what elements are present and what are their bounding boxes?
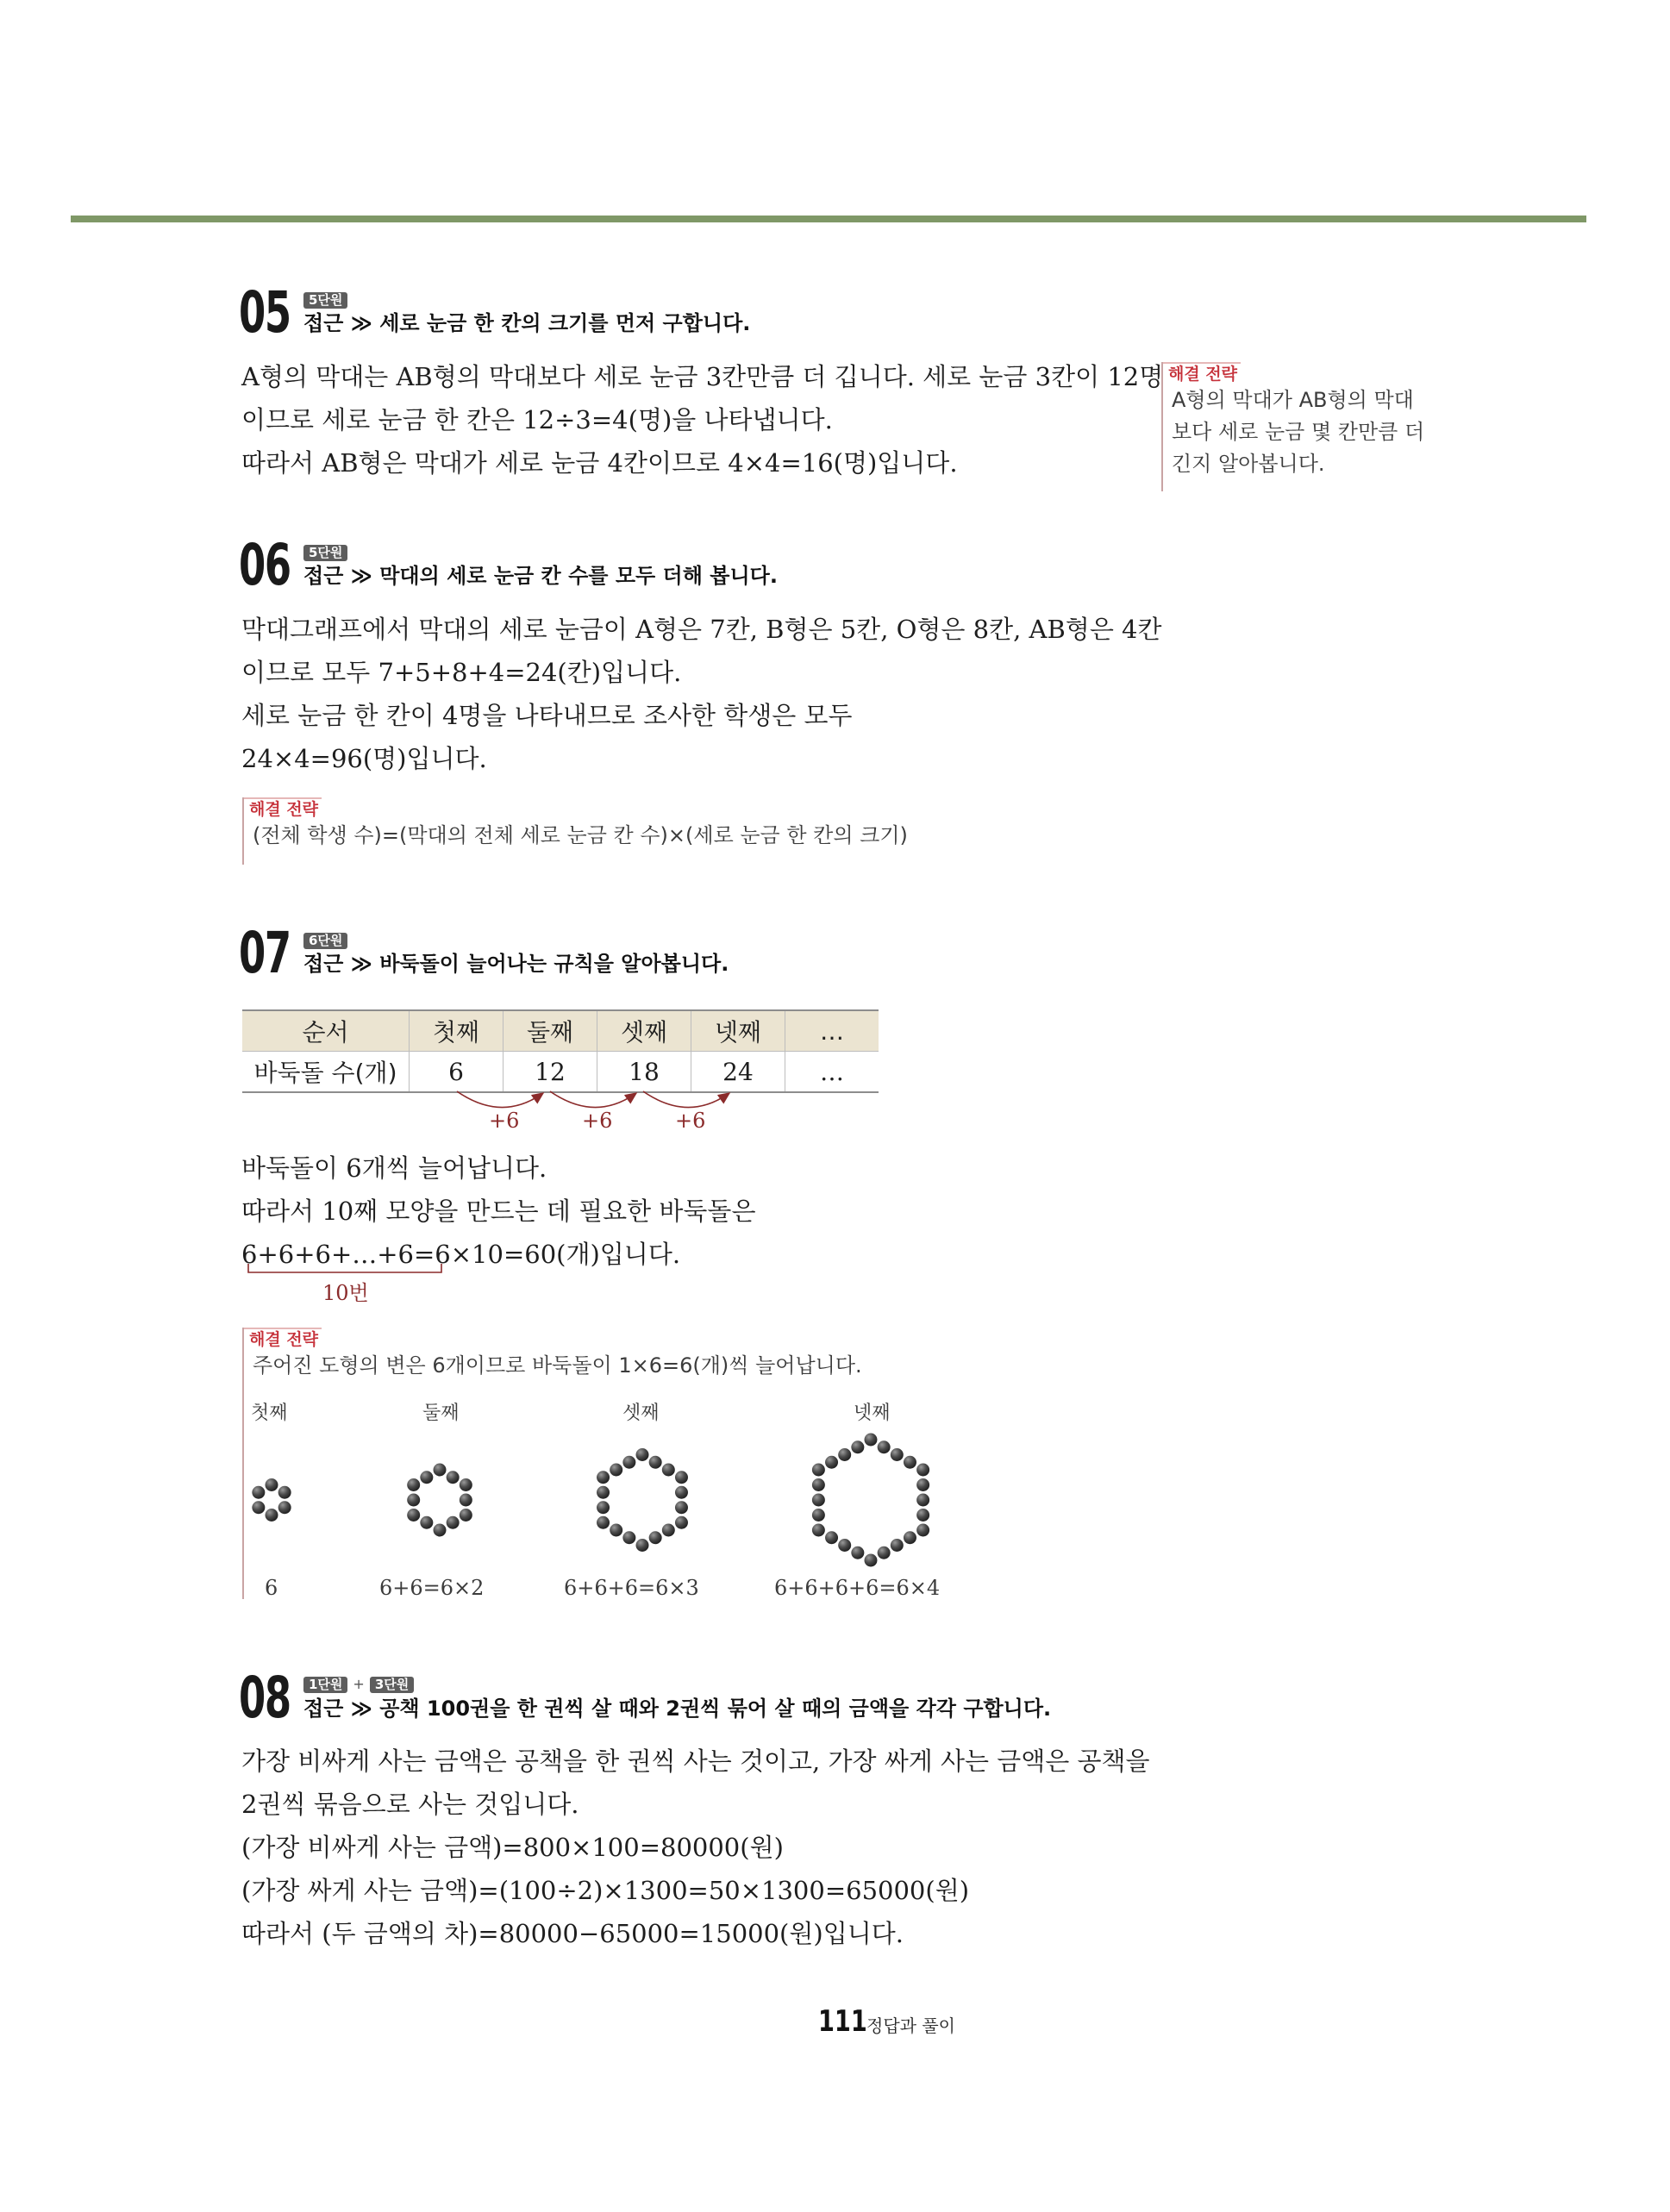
stone [636, 1448, 649, 1461]
stone-hexagon-4 [812, 1434, 929, 1567]
unit-badge [303, 544, 347, 561]
stone [278, 1486, 291, 1499]
figure-caption: 6+6=6×2 [379, 1576, 485, 1600]
increment-label: +6 [675, 1109, 706, 1133]
figure-label: 둘째 [422, 1403, 460, 1424]
question-number-08: 08 [239, 1665, 291, 1731]
answer-line: 따라서 10째 모양을 만드는 데 필요한 바둑돌은 [241, 1197, 756, 1226]
question-number-06: 06 [239, 532, 291, 598]
table-header-row [242, 1011, 879, 1052]
answer-line: 세로 눈금 한 칸이 4명을 나타내므로 조사한 학생은 모두 [241, 701, 853, 730]
figure-caption: 6+6+6=6×3 [564, 1576, 699, 1600]
stone [252, 1501, 265, 1514]
answer-line: 따라서 AB형은 막대가 세로 눈금 4칸이므로 4×4=16(명)입니다. [241, 448, 958, 478]
strategy-box-06 [242, 797, 1106, 865]
stone [916, 1509, 929, 1522]
stone [851, 1547, 864, 1559]
strategy-tag: 해결 전략 [1163, 362, 1241, 384]
stone [649, 1531, 662, 1544]
increment-label: +6 [582, 1109, 613, 1133]
strategy-text: (전체 학생 수)=(막대의 전체 세로 눈금 칸 수)×(세로 눈금 한 칸의 크기) [253, 823, 908, 847]
stone [812, 1524, 825, 1537]
answer-line: 가장 비싸게 사는 금액은 공책을 한 권씩 사는 것이고, 가장 싸게 사는 금액은 공책을 [241, 1746, 1150, 1776]
stone [610, 1524, 622, 1537]
figure-caption: 6 [265, 1576, 278, 1600]
stone [407, 1494, 420, 1507]
answer-line: 6+6+6+…+6=6×10=60(개)입니다. [241, 1240, 681, 1269]
strategy-line: A형의 막대가 AB형의 막대 [1172, 388, 1414, 412]
stone [266, 1478, 278, 1491]
stone [916, 1478, 929, 1491]
stone [891, 1539, 904, 1552]
stone [851, 1440, 864, 1453]
stone [407, 1478, 420, 1491]
unit-badge-label: 6단원 [303, 933, 347, 949]
sequence-table-grid [242, 1011, 879, 1091]
increment-arrow [457, 1091, 543, 1108]
stone [904, 1456, 916, 1469]
stone [812, 1509, 825, 1522]
figure-label: 첫째 [251, 1403, 288, 1424]
top-rule [71, 216, 1586, 222]
table-row [242, 1052, 879, 1092]
table-header-cell: 순서 [242, 1011, 410, 1052]
stone [597, 1486, 610, 1499]
unit-badge-label: 5단원 [303, 292, 347, 309]
stone [460, 1478, 472, 1491]
stone [266, 1509, 278, 1522]
stone [447, 1516, 460, 1529]
stone [597, 1471, 610, 1484]
table-header-cell: 둘째 [504, 1011, 597, 1052]
stone [812, 1478, 825, 1491]
table-header-cell: … [785, 1011, 879, 1052]
stone [891, 1448, 904, 1461]
answer-line: 2권씩 묶음으로 사는 것입니다. [241, 1790, 579, 1819]
stone [252, 1486, 265, 1499]
stone [675, 1486, 688, 1499]
strategy-tag: 해결 전략 [244, 1328, 322, 1350]
stone [420, 1471, 433, 1484]
strategy-line: 보다 세로 눈금 몇 칸만큼 더 [1172, 420, 1425, 444]
stone [865, 1554, 878, 1567]
stone [622, 1531, 635, 1544]
stone [812, 1494, 825, 1507]
table-header-cell: 셋째 [597, 1011, 691, 1052]
figure-caption: 6+6+6+6=6×4 [774, 1576, 941, 1600]
strategy-text [1163, 384, 1448, 480]
approach-heading: 접근 ≫ 막대의 세로 눈금 칸 수를 모두 더해 봅니다. [303, 564, 778, 588]
stone [662, 1524, 675, 1537]
figure-label: 넷째 [854, 1403, 891, 1424]
table-cell: 12 [504, 1052, 597, 1092]
page-footer-label: 정답과 풀이 [866, 2015, 955, 2036]
answer-line: 이므로 세로 눈금 한 칸은 12÷3=4(명)을 나타냅니다. [241, 405, 833, 434]
stone [916, 1524, 929, 1537]
stone [278, 1501, 291, 1514]
stone [904, 1531, 916, 1544]
answer-body-06 [241, 608, 1162, 780]
answer-line: (가장 비싸게 사는 금액)=800×100=80000(원) [241, 1833, 784, 1862]
stone [878, 1547, 891, 1559]
increment-arrow [643, 1091, 729, 1108]
unit-plus: + [353, 1676, 365, 1692]
stone [838, 1539, 851, 1552]
page-number: 111 [818, 2004, 867, 2039]
table-cell: 바둑돌 수(개) [253, 1059, 397, 1087]
stone [407, 1509, 420, 1522]
question-number-07: 07 [239, 920, 291, 986]
increment-arrow [550, 1091, 636, 1108]
stone-hexagon-1 [252, 1478, 291, 1522]
strategy-line: 긴지 알아봅니다. [1172, 452, 1325, 476]
stone [838, 1448, 851, 1461]
stone [916, 1464, 929, 1477]
stone-hexagon-figures [233, 1422, 991, 1578]
answer-line: (가장 싸게 사는 금액)=(100÷2)×1300=50×1300=65000(원) [241, 1876, 970, 1905]
stone [597, 1501, 610, 1514]
answer-body-08 [241, 1740, 1150, 1955]
strategy-box-05 [1161, 362, 1448, 491]
question-number-05: 05 [239, 279, 291, 346]
answer-line: 이므로 모두 7+5+8+4=24(칸)입니다. [241, 658, 682, 687]
unit-badge-label: 5단원 [303, 545, 347, 561]
table-header-cell: 넷째 [691, 1011, 785, 1052]
answer-line: 막대그래프에서 막대의 세로 눈금이 A형은 7칸, B형은 5칸, O형은 8칸, AB형은 4칸 [241, 615, 1162, 644]
stone [460, 1494, 472, 1507]
stone [434, 1524, 447, 1537]
approach-heading: 접근 ≫ 바둑돌이 늘어나는 규칙을 알아봅니다. [303, 952, 729, 976]
stone [622, 1456, 635, 1469]
stone [460, 1509, 472, 1522]
table-cell: … [785, 1052, 879, 1092]
table-cell: 18 [597, 1052, 691, 1092]
strategy-tag: 해결 전략 [244, 797, 322, 820]
table-header-cell: 첫째 [410, 1011, 504, 1052]
unit-badge [303, 291, 347, 309]
answer-line: 바둑돌이 6개씩 늘어납니다. [241, 1153, 547, 1183]
approach-heading: 접근 ≫ 세로 눈금 한 칸의 크기를 먼저 구합니다. [303, 311, 751, 335]
unit-badge-label: 3단원 [370, 1677, 414, 1693]
stone [916, 1494, 929, 1507]
stone [597, 1516, 610, 1529]
stone [610, 1464, 622, 1477]
stone [878, 1440, 891, 1453]
stone [649, 1456, 662, 1469]
stone [825, 1456, 838, 1469]
brace-label: 10번 [322, 1281, 369, 1305]
stone [812, 1464, 825, 1477]
answer-line: 따라서 (두 금액의 차)=80000−65000=15000(원)입니다. [241, 1919, 904, 1948]
answer-line: 24×4=96(명)입니다. [241, 744, 487, 773]
figure-label: 셋째 [622, 1403, 660, 1424]
answer-body-05 [241, 355, 1163, 484]
stone [636, 1539, 649, 1552]
answer-body-07 [241, 1147, 755, 1276]
stone [675, 1516, 688, 1529]
stone-hexagon-3 [597, 1448, 688, 1552]
stone [865, 1434, 878, 1447]
table-cell: 24 [691, 1052, 785, 1092]
stone [434, 1464, 447, 1477]
stone [675, 1501, 688, 1514]
answer-line: A형의 막대는 AB형의 막대보다 세로 눈금 3칸만큼 더 깁니다. 세로 눈금 3칸이 12명 [241, 362, 1164, 391]
stone [675, 1471, 688, 1484]
increment-label: +6 [489, 1109, 520, 1133]
unit-badge-label: 1단원 [303, 1677, 347, 1693]
unit-badge-group [303, 1676, 414, 1693]
approach-heading: 접근 ≫ 공책 100권을 한 권씩 살 때와 2권씩 묶어 살 때의 금액을 각각 구합니다. [303, 1696, 1052, 1721]
stone [662, 1464, 675, 1477]
strategy-text: 주어진 도형의 변은 6개이므로 바둑돌이 1×6=6(개)씩 늘어납니다. [253, 1353, 862, 1378]
stone [420, 1516, 433, 1529]
table-cell: 6 [410, 1052, 504, 1092]
unit-badge [303, 932, 347, 949]
sequence-table [242, 1009, 879, 1093]
stone [825, 1531, 838, 1544]
stone-hexagon-2 [407, 1464, 472, 1537]
stone [447, 1471, 460, 1484]
